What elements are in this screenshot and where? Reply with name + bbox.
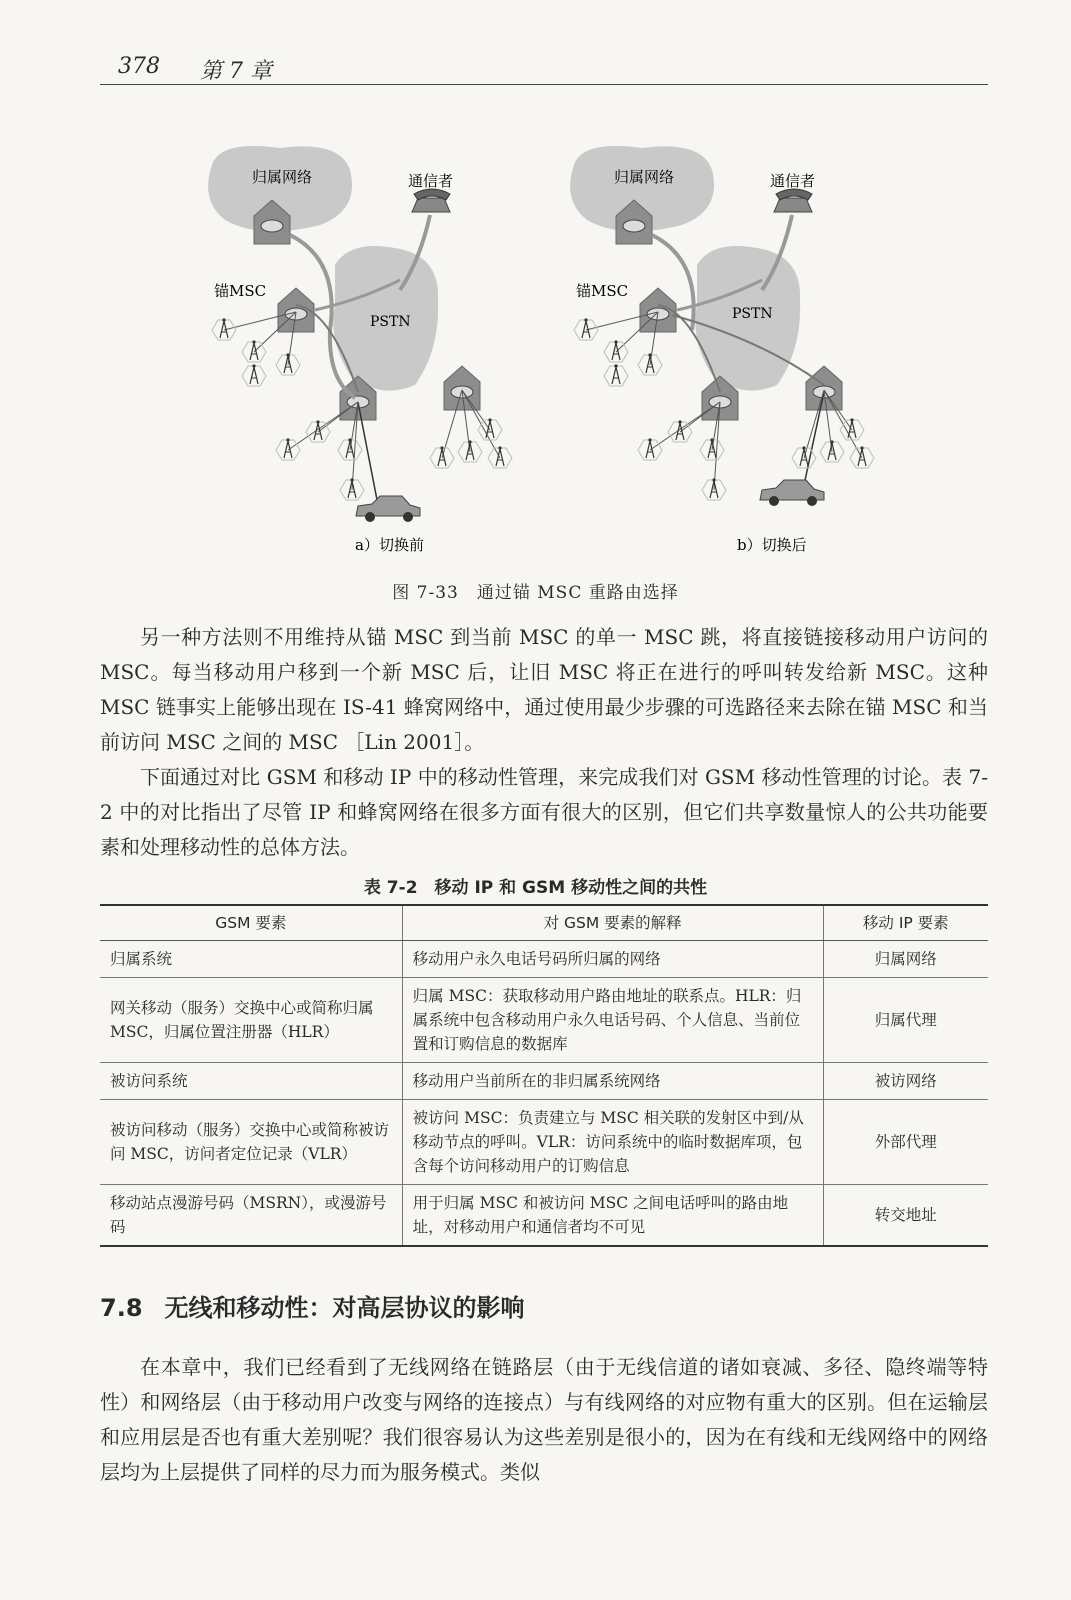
table-cell: 归属代理 <box>823 978 988 1063</box>
table-row <box>100 1185 988 1247</box>
figure-caption: 图 7-33 通过锚 MSC 重路由选择 <box>392 583 679 603</box>
figure-7-33 <box>200 140 910 570</box>
anchor-msc-label: 锚MSC <box>576 282 629 300</box>
table-cell: 归属系统 <box>100 941 402 978</box>
paragraph: 在本章中，我们已经看到了无线网络在链路层（由于无线信道的诸如衰减、多径、隐终端等特性）和网络层（由于移动用户改变与网络的连接点）与有线网络的对应物有重大的区别。但在运输层和应用层是否也有重大差别呢？我们很容易认为这些差别是很小的，因为在有线和无线网络中的网络层均为上层提供了同样的尽力而为服务模式。类似 <box>100 1355 988 1484</box>
paragraph: 下面通过对比 GSM 和移动 IP 中的移动性管理，来完成我们对 GSM 移动性管理的讨论。表 7-2 中的对比指出了尽管 IP 和蜂窝网络在很多方面有很大的区别，但它们共享数量惊人的公共功能要素和处理移动性的总体方法。 <box>100 765 988 859</box>
table-cell: 被访问系统 <box>100 1063 402 1100</box>
table-cell: 用于归属 MSC 和被访问 MSC 之间电话呼叫的路由地址，对移动用户和通信者均不可见 <box>402 1185 823 1247</box>
home-network-label: 归属网络 <box>252 168 313 186</box>
section-title: 无线和移动性：对高层协议的影响 <box>164 1294 525 1322</box>
table-cell: 移动站点漫游号码（MSRN），或漫游号码 <box>100 1185 402 1247</box>
correspondent-label: 通信者 <box>408 172 454 190</box>
panel-before-handoff <box>208 146 512 554</box>
table-row <box>100 1100 988 1185</box>
page-header <box>100 48 988 85</box>
table-cell: 被访问移动（服务）交换中心或简称被访问 MSC，访问者定位记录（VLR） <box>100 1100 402 1185</box>
table-cell: 外部代理 <box>823 1100 988 1185</box>
table-cell: 移动用户当前所在的非归属系统网络 <box>402 1063 823 1100</box>
table-cell: 移动用户永久电话号码所归属的网络 <box>402 941 823 978</box>
table-cell: 被访问 MSC：负责建立与 MSC 相关联的发射区中到/从移动节点的呼叫。VLR：访问系统中的临时数据库项，包含每个访问移动用户的订购信息 <box>402 1100 823 1185</box>
table-cell: 网关移动（服务）交换中心或简称归属 MSC，归属位置注册器（HLR） <box>100 978 402 1063</box>
correspondent-label: 通信者 <box>770 172 816 190</box>
column-header: GSM 要素 <box>100 905 402 941</box>
column-header: 对 GSM 要素的解释 <box>402 905 823 941</box>
pstn-label: PSTN <box>732 306 773 322</box>
anchor-msc-label: 锚MSC <box>214 282 267 300</box>
table-row <box>100 978 988 1063</box>
panel-caption: a）切换前 <box>355 536 424 554</box>
paragraph: 另一种方法则不用维持从锚 MSC 到当前 MSC 的单一 MSC 跳，将直接链接移动用户访问的 MSC。每当移动用户移到一个新 MSC 后，让旧 MSC 将正在进行的呼叫转发给新 MSC。这种 MSC 链事实上能够出现在 IS-41 蜂窝网络中，通过使用最少步骤的可选路径来去除在锚 MSC 和当前访问 MSC 之间的 MSC ［Lin 2001］。 <box>100 625 988 754</box>
table-cell: 转交地址 <box>823 1185 988 1247</box>
table-caption: 表 7-2 移动 IP 和 GSM 移动性之间的共性 <box>363 878 708 898</box>
table-cell: 归属 MSC：获取移动用户路由地址的联系点。HLR：归属系统中包含移动用户永久电话号码、个人信息、当前位置和订购信息的数据库 <box>402 978 823 1063</box>
panel-caption: b）切换后 <box>737 536 807 554</box>
table-row <box>100 1063 988 1100</box>
home-network-label: 归属网络 <box>614 168 675 186</box>
column-header: 移动 IP 要素 <box>823 905 988 941</box>
page-number: 378 <box>118 54 160 79</box>
table-header-row <box>100 905 988 941</box>
pstn-label: PSTN <box>370 314 411 330</box>
table-row <box>100 941 988 978</box>
panel-after-handoff <box>570 146 874 554</box>
section-number: 7.8 <box>100 1294 143 1322</box>
section-heading <box>100 1288 525 1323</box>
comparison-table <box>100 904 988 1247</box>
table-cell: 归属网络 <box>823 941 988 978</box>
table-cell: 被访网络 <box>823 1063 988 1100</box>
chapter-label: 第 7 章 <box>200 59 272 84</box>
